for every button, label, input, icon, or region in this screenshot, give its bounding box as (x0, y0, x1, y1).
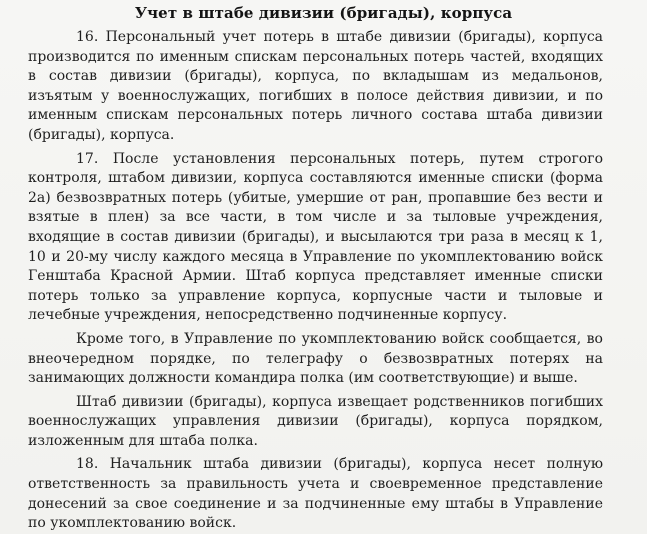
paragraph-17-addendum (28, 330, 603, 389)
paragraph-text: После установления персональных потерь, путем строгого контроля, штабом дивизии, корпуса составляются именные списки (форма 2а) безвозвратных потерь (убитые, умершие от ран, пропавшие без вести и взятые в плен) за все части, в том числе и за тыловые учреждения, входящие в состав дивизии (бригады), и высылаются три раза в месяц к 1, 10 и 20-му числу каждого месяца в Управление по укомплектованию войск Генштаба Красной Армии. Штаб корпуса представляет именные списки потерь только за управление корпуса, корпусные части и тыловые и лечебные учреждения, непосредственно подчиненные корпусу. (28, 150, 603, 324)
paragraph-text: Штаб дивизии (бригады), корпуса извещает родственников погибших военнослужащих управления дивизии (бригады), корпуса порядком, изложенным для штаба полка. (28, 393, 603, 449)
scan-speck (545, 417, 549, 419)
paragraph-number: 16. (76, 29, 99, 45)
paragraph-text: Кроме того, в Управление по укомплектованию войск сообщается, во внеочередном порядке, по телеграфу о безвозвратных потерях на занимающих должности командира полка (им соответствующие) и выше. (28, 330, 603, 387)
scan-speck (562, 44, 565, 47)
paragraph-17-notice (28, 393, 603, 452)
body-text (28, 28, 603, 534)
section-heading: Учет в штабе дивизии (бригады), корпуса (134, 4, 513, 22)
paragraph-18 (28, 455, 603, 533)
paragraph-text: Начальник штаба дивизии (бригады), корпуса несет полную ответственность за правильность учета и своевременное представление донесений за свое соединение и за подчиненные ему штабы в Управление по укомплектованию войск. (28, 456, 604, 532)
paragraph-17 (28, 150, 603, 326)
paragraph-text: Персональный учет потерь в штабе дивизии (бригады), корпуса производится по именным спискам персональных потерь частей, входящих в состав дивизии (бригады), корпуса, по вкладышам из медальонов, изъятым у военнослужащих, погибших в полосе действия дивизии, и по именным спискам персональных потерь личного состава штаба дивизии (бригады), корпуса. (28, 29, 604, 143)
paragraph-16 (28, 28, 603, 146)
paragraph-number: 17. (76, 150, 99, 167)
paragraph-number: 18. (76, 456, 99, 473)
